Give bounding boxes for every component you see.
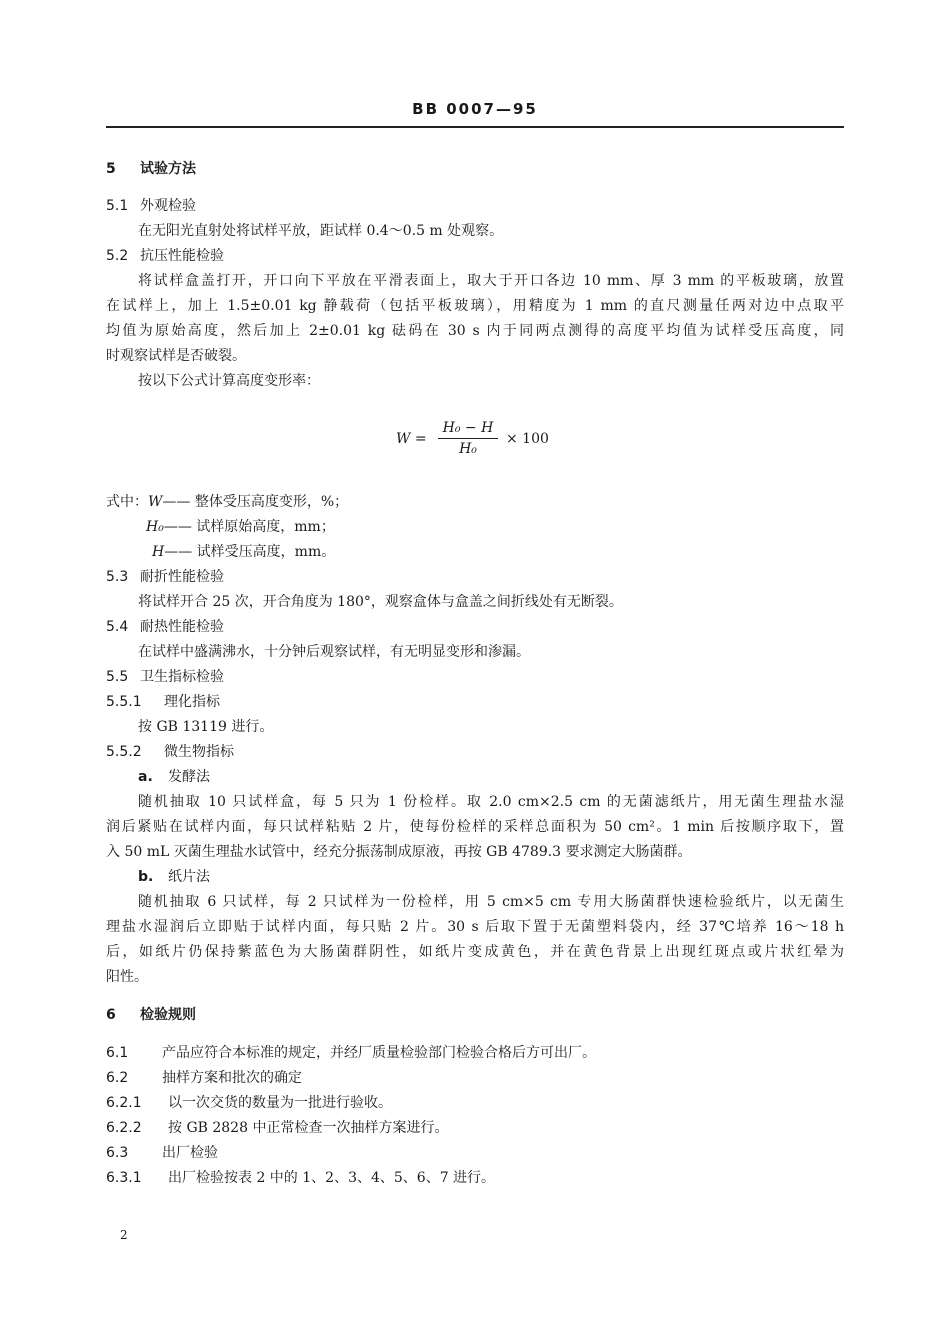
section-number: 5.5 [106, 669, 129, 685]
section-5-4-text: 在试样中盛满沸水，十分钟后观察试样，有无明显变形和渗漏。 [138, 644, 530, 660]
paragraph-line: 后，如纸片仍保持紫蓝色为大肠菌群阴性，如纸片变成黄色，并在黄色背景上出现红斑点或片状红晕为 [106, 944, 844, 960]
method-a-heading [138, 767, 210, 787]
paragraph-line: 润后紧贴在试样内面，每只试样粘贴 2 片，使每份检样的采样总面积为 50 cm²。1 min 后按顺序取下，置 [106, 819, 844, 835]
paragraph-line: 时观察试样是否破裂。 [106, 348, 246, 364]
paragraph-line: 随机抽取 10 只试样盒，每 5 只为 1 份检样。取 2.0 cm×2.5 cm 的无菌滤纸片，用无菌生理盐水湿 [138, 794, 844, 810]
variable-h: H [152, 544, 165, 560]
section-5-4-heading [106, 617, 224, 637]
section-title: 抽样方案和批次的确定 [162, 1070, 302, 1086]
section-5-5-1-text: 按 GB 13119 进行。 [138, 719, 274, 735]
section-5-5-2-heading [106, 742, 234, 762]
section-title: 检验规则 [140, 1007, 196, 1023]
section-title: 外观检验 [140, 198, 196, 214]
section-5-5-heading [106, 667, 224, 687]
section-title: 卫生指标检验 [140, 669, 224, 685]
fraction-bar [438, 438, 498, 439]
item-label: a. [138, 769, 153, 785]
paragraph-line: 阳性。 [106, 969, 148, 985]
where-h0 [146, 517, 335, 537]
paragraph-line: 在试样上，加上 1.5±0.01 kg 静载荷（包括平板玻璃），用精度为 1 mm 的直尺测量任两对边中点取平 [106, 298, 844, 314]
variable-h0: H₀ [146, 519, 164, 535]
section-title: 抗压性能检验 [140, 248, 224, 264]
variable-h0-desc: —— 试样原始高度，mm； [163, 519, 335, 535]
header-rule [106, 126, 844, 128]
section-number: 6.2 [106, 1070, 129, 1086]
section-text: 以一次交货的数量为一批进行验收。 [168, 1095, 392, 1111]
section-number: 5.2 [106, 248, 129, 264]
variable-w-desc: —— 整体受压高度变形，%； [162, 494, 349, 510]
paragraph-line: 入 50 mL 灭菌生理盐水试管中，经充分振荡制成原液，再按 GB 4789.3 要求测定大肠菌群。 [106, 844, 692, 860]
section-number: 6.2.2 [106, 1120, 142, 1136]
section-number: 6.3.1 [106, 1170, 142, 1186]
section-6-2-2 [106, 1118, 448, 1138]
section-text: 按 GB 2828 中正常检查一次抽样方案进行。 [168, 1120, 449, 1136]
section-6-2-1 [106, 1093, 392, 1113]
section-number: 6 [106, 1007, 116, 1023]
section-title: 耐折性能检验 [140, 569, 224, 585]
item-title: 纸片法 [168, 869, 210, 885]
section-title: 耐热性能检验 [140, 619, 224, 635]
formula-lhs: W = [396, 431, 427, 447]
page-number: 2 [120, 1228, 128, 1242]
formula-fraction [438, 420, 498, 457]
section-title: 微生物指标 [164, 744, 234, 760]
method-b-heading [138, 867, 210, 887]
section-number: 6.2.1 [106, 1095, 142, 1111]
section-number: 6.3 [106, 1145, 129, 1161]
section-number: 5.3 [106, 569, 129, 585]
section-5-heading [106, 159, 196, 179]
section-5-3-text: 将试样开合 25 次，开合角度为 180°，观察盒体与盒盖之间折线处有无断裂。 [138, 594, 623, 610]
section-text: 出厂检验按表 2 中的 1、2、3、4、5、6、7 进行。 [168, 1170, 496, 1186]
where-intro: 式中： [106, 494, 148, 510]
section-5-5-1-heading [106, 692, 220, 712]
formula-intro: 按以下公式计算高度变形率： [138, 373, 320, 389]
formula-rhs: × 100 [506, 431, 549, 447]
section-6-1 [106, 1043, 596, 1063]
section-title: 试验方法 [140, 161, 196, 177]
paragraph-line: 理盐水湿润后立即贴于试样内面，每只贴 2 片。30 s 后取下置于无菌塑料袋内，经 37℃培养 16～18 h [106, 919, 844, 935]
variable-w: W [148, 494, 163, 510]
section-text: 产品应符合本标准的规定，并经厂质量检验部门检验合格后方可出厂。 [162, 1045, 596, 1061]
section-5-1-heading [106, 196, 196, 216]
section-number: 6.1 [106, 1045, 129, 1061]
section-number: 5.1 [106, 198, 129, 214]
paragraph-line: 将试样盒盖打开，开口向下平放在平滑表面上，取大于开口各边 10 mm、厚 3 mm 的平板玻璃，放置 [138, 273, 844, 289]
item-label: b. [138, 869, 154, 885]
section-6-2-heading [106, 1068, 302, 1088]
paragraph-line: 随机抽取 6 只试样，每 2 只试样为一份检样，用 5 cm×5 cm 专用大肠菌群快速检验纸片，以无菌生 [138, 894, 844, 910]
paragraph-line: 均值为原始高度，然后加上 2±0.01 kg 砝码在 30 s 内于同两点测得的高度平均值为试样受压高度，同 [106, 323, 844, 339]
document-code-header: BB 0007—95 [412, 100, 538, 118]
section-6-3-heading [106, 1143, 218, 1163]
section-6-3-1 [106, 1168, 495, 1188]
section-title: 理化指标 [164, 694, 220, 710]
variable-h-desc: —— 试样受压高度，mm。 [164, 544, 336, 560]
item-title: 发酵法 [168, 769, 210, 785]
section-number: 5.5.2 [106, 744, 142, 760]
section-number: 5.5.1 [106, 694, 142, 710]
section-number: 5 [106, 161, 116, 177]
where-h [152, 542, 335, 562]
section-5-2-heading [106, 246, 224, 266]
section-number: 5.4 [106, 619, 129, 635]
formula-denominator: H₀ [459, 441, 477, 457]
section-5-1-text: 在无阳光直射处将试样平放，距试样 0.4～0.5 m 处观察。 [138, 223, 504, 239]
formula-numerator: H₀ − H [442, 420, 494, 436]
section-title: 出厂检验 [162, 1145, 218, 1161]
where-w [106, 492, 348, 512]
section-6-heading [106, 1005, 196, 1025]
section-5-3-heading [106, 567, 224, 587]
